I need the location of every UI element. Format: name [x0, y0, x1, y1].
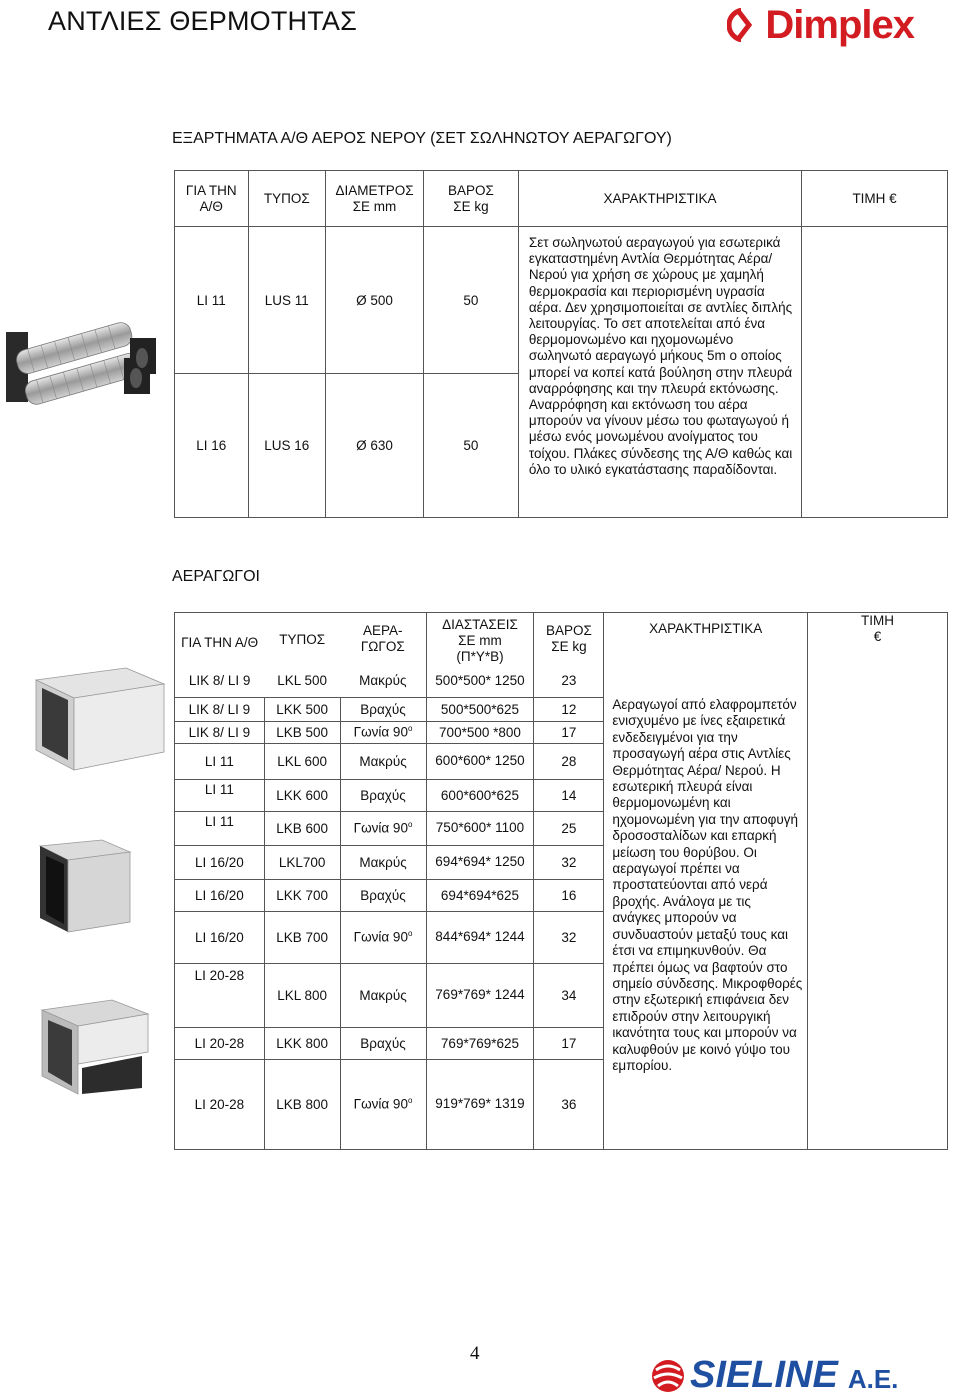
cell-diameter: Ø 500: [326, 227, 424, 374]
table-header-row: [175, 171, 948, 227]
header-diameter: ΔΙΑΜΕΤΡΟΣ ΣΕ mm: [326, 171, 424, 227]
cell-dims: 694*694*625: [426, 879, 534, 911]
cell-weight: 32: [534, 911, 604, 963]
cell-weight: 32: [534, 845, 604, 879]
cell-features: Σετ σωληνωτού αεραγωγού για εσωτερικά εγκαταστημένη Αντλία Θερμότητας Αέρα/Νερού για χρήση σε χώρους με χαμηλή θερμοκρασία και περιορισμένη υγρασία αέρα. Δεν χρησιμοποιείται σε αντλίες διπλής λειτουργίας. Το σετ αποτελείται από ένα θερμομονωμένο και ηχομονωμένο σωληνωτό αεραγωγό μήκους 5m ο οποίος μπορεί να κοπεί κατά βούληση στην πλευρά αναρρόφησης και την πλευρά εκτόνωσης. Αναρρόφηση και εκτόνωση του αέρα μπορούν να γίνουν μέσω του φωταγωγού ή μέσω ενός μονωμένου ανοίγματος του τοίχου. Πλάκες σύνδεσης της Α/Θ καθώς και όλο το υλικό εγκατάστασης παραδίδονται.: [518, 227, 801, 518]
cell-duct: Βραχύς: [340, 1027, 426, 1059]
page-number: 4: [470, 1343, 480, 1364]
cell-weight: 14: [534, 779, 604, 811]
flexible-duct-set-image: [4, 318, 164, 410]
cell-type: LKB 500: [264, 721, 340, 743]
cell-dims: 694*694* 1250: [426, 845, 534, 879]
cell-type: LKK 600: [264, 779, 340, 811]
cell-dims: 844*694* 1244: [426, 911, 534, 963]
header-duct: ΑΕΡΑ- ΓΩΓΟΣ: [340, 613, 426, 666]
cell-type: LKK 500: [264, 697, 340, 721]
dimplex-wordmark: Dimplex: [765, 2, 914, 47]
sieline-mark-icon: [650, 1358, 686, 1394]
cell-duct: Βραχύς: [340, 697, 426, 721]
dimplex-logo: [727, 2, 914, 48]
cell-dims: 600*600*625: [426, 779, 534, 811]
header-price: ΤΙΜΗ €: [802, 171, 948, 227]
cell-for: LI 11: [175, 743, 265, 779]
cell-duct: Μακρύς: [340, 743, 426, 779]
header-weight: ΒΑΡΟΣ ΣΕ kg: [534, 613, 604, 666]
header-features: ΧΑΡΑΚΤΗΡΙΣΤΙΚΑ: [518, 171, 801, 227]
page-title: ΑΝΤΛΙΕΣ ΘΕΡΜΟΤΗΤΑΣ: [48, 6, 358, 36]
cell-features: Αεραγωγοί από ελαφρομπετόν ενισχυμένο με ίνες εξαιρετικά ενδεδειγμένοι για την προσαγωγή αέρα στις Αντλίες Θερμότητας Αέρα/ Νερού. Η εσωτερική πλευρά είναι θερμομονωμένη και ηχομονωμένη για την αποφυγή δροσοσταλίδων και επαρκή μείωση του θορύβου. Οι αεραγωγοί πρέπει να προστατεύονται από νερά βροχής. Ανάλογα με τις ανάγκες μπορούν να συνδυαστούν μεταξύ τους και έτσι να επιμηκυνθούν. Θα πρέπει όμως να βαφτούν στο σημείο σύνδεσης. Μικροφθορές στην εξωτερική επιφάνεια δεν επιδρούν στην λειτουργική ικανότητα τους και μπορούν να καλυφθούν με κοινό γύψο του εμπορίου.: [604, 697, 808, 1149]
cell-diameter: Ø 630: [326, 374, 424, 518]
header-price: ΤΙΜΗ €: [807, 613, 947, 1150]
cell-weight: 28: [534, 743, 604, 779]
degree-mark: o: [407, 929, 413, 939]
header-type: ΤΥΠΟΣ: [248, 171, 326, 227]
degree-mark: o: [407, 820, 413, 830]
cell-weight: 17: [534, 1027, 604, 1059]
cell-type: LKL 600: [264, 743, 340, 779]
sieline-wordmark: SIELINE: [690, 1354, 838, 1396]
short-duct-image: [36, 832, 136, 936]
cell-duct: Μακρύς: [340, 963, 426, 1027]
header-for: ΓΙΑ ΤΗΝ Α/Θ: [175, 171, 249, 227]
cell-duct: [340, 811, 426, 845]
duct-label: Γωνία 90: [353, 929, 408, 945]
cell-for: LI 20-28: [175, 1059, 265, 1149]
cell-for: LI 16: [175, 374, 249, 518]
sieline-logo: [650, 1354, 898, 1397]
cell-dims: 919*769* 1319: [426, 1059, 534, 1149]
cell-weight: 25: [534, 811, 604, 845]
cell-for: LI 11: [175, 779, 265, 811]
duct-label: Γωνία 90: [353, 724, 408, 740]
cell-for: LI 16/20: [175, 879, 265, 911]
cell-type: LKK 800: [264, 1027, 340, 1059]
cell-dims: 750*600* 1100: [426, 811, 534, 845]
cell-for: LIK 8/ LI 9: [175, 665, 265, 697]
cell-dims: 600*600* 1250: [426, 743, 534, 779]
duct-label: Γωνία 90: [353, 1096, 408, 1112]
table-header-row: [175, 613, 948, 666]
accessories-table: [174, 170, 948, 518]
header-dims: ΔΙΑΣΤΑΣΕΙΣ ΣΕ mm (Π*Υ*Β): [426, 613, 534, 666]
dimplex-mark-icon: [727, 8, 761, 42]
cell-dims: 769*769*625: [426, 1027, 534, 1059]
cell-features-spacer: [604, 665, 808, 697]
cell-dims: 700*500 *800: [426, 721, 534, 743]
cell-for: LI 16/20: [175, 845, 265, 879]
header-type: ΤΥΠΟΣ: [264, 613, 340, 666]
cell-weight: 16: [534, 879, 604, 911]
cell-weight: 23: [534, 665, 604, 697]
air-ducts-table: [174, 612, 948, 1150]
cell-for: LI 11: [175, 227, 249, 374]
section2-title: ΑΕΡΑΓΩΓΟΙ: [172, 568, 260, 585]
cell-type: LUS 11: [248, 227, 326, 374]
cell-for: LI 20-28: [175, 963, 265, 1027]
cell-duct: [340, 721, 426, 743]
table-row: [175, 227, 948, 374]
cell-duct: [340, 911, 426, 963]
cell-type: LKB 700: [264, 911, 340, 963]
cell-weight: 12: [534, 697, 604, 721]
cell-duct: Μακρύς: [340, 665, 426, 697]
cell-dims: 769*769* 1244: [426, 963, 534, 1027]
cell-weight: 50: [423, 227, 518, 374]
degree-mark: o: [407, 1096, 413, 1106]
cell-type: LKK 700: [264, 879, 340, 911]
cell-type: LKL700: [264, 845, 340, 879]
cell-duct: Βραχύς: [340, 779, 426, 811]
cell-weight: 50: [423, 374, 518, 518]
cell-for: LIK 8/ LI 9: [175, 721, 265, 743]
cell-weight: 17: [534, 721, 604, 743]
cell-type: LKB 600: [264, 811, 340, 845]
cell-weight: 34: [534, 963, 604, 1027]
cell-duct: Βραχύς: [340, 879, 426, 911]
cell-dims: 500*500*625: [426, 697, 534, 721]
cell-price: [802, 227, 948, 518]
section1-title: ΕΞΑΡΤΗΜΑΤΑ Α/Θ ΑΕΡΟΣ ΝΕΡΟΥ (ΣΕΤ ΣΩΛΗΝΩΤΟΥ ΑΕΡΑΓΩΓΟΥ): [172, 130, 672, 147]
cell-duct: Μακρύς: [340, 845, 426, 879]
cell-for: LIK 8/ LI 9: [175, 697, 265, 721]
cell-for: LI 11: [175, 811, 265, 845]
cell-type: LKB 800: [264, 1059, 340, 1149]
cell-duct: [340, 1059, 426, 1149]
header-weight: ΒΑΡΟΣ ΣΕ kg: [423, 171, 518, 227]
elbow-duct-image: [38, 992, 154, 1098]
degree-mark: o: [407, 724, 413, 734]
cell-type: LUS 16: [248, 374, 326, 518]
cell-weight: 36: [534, 1059, 604, 1149]
cell-for: LI 20-28: [175, 1027, 265, 1059]
cell-type: LKL 500: [264, 665, 340, 697]
cell-type: LKL 800: [264, 963, 340, 1027]
duct-label: Γωνία 90: [353, 820, 408, 836]
header-for: ΓΙΑ ΤΗΝ Α/Θ: [175, 613, 265, 666]
sieline-suffix: A.E.: [847, 1364, 899, 1394]
long-duct-image: [30, 660, 170, 780]
header-features: ΧΑΡΑΚΤΗΡΙΣΤΙΚΑ: [604, 613, 808, 666]
cell-dims: 500*500* 1250: [426, 665, 534, 697]
cell-for: LI 16/20: [175, 911, 265, 963]
